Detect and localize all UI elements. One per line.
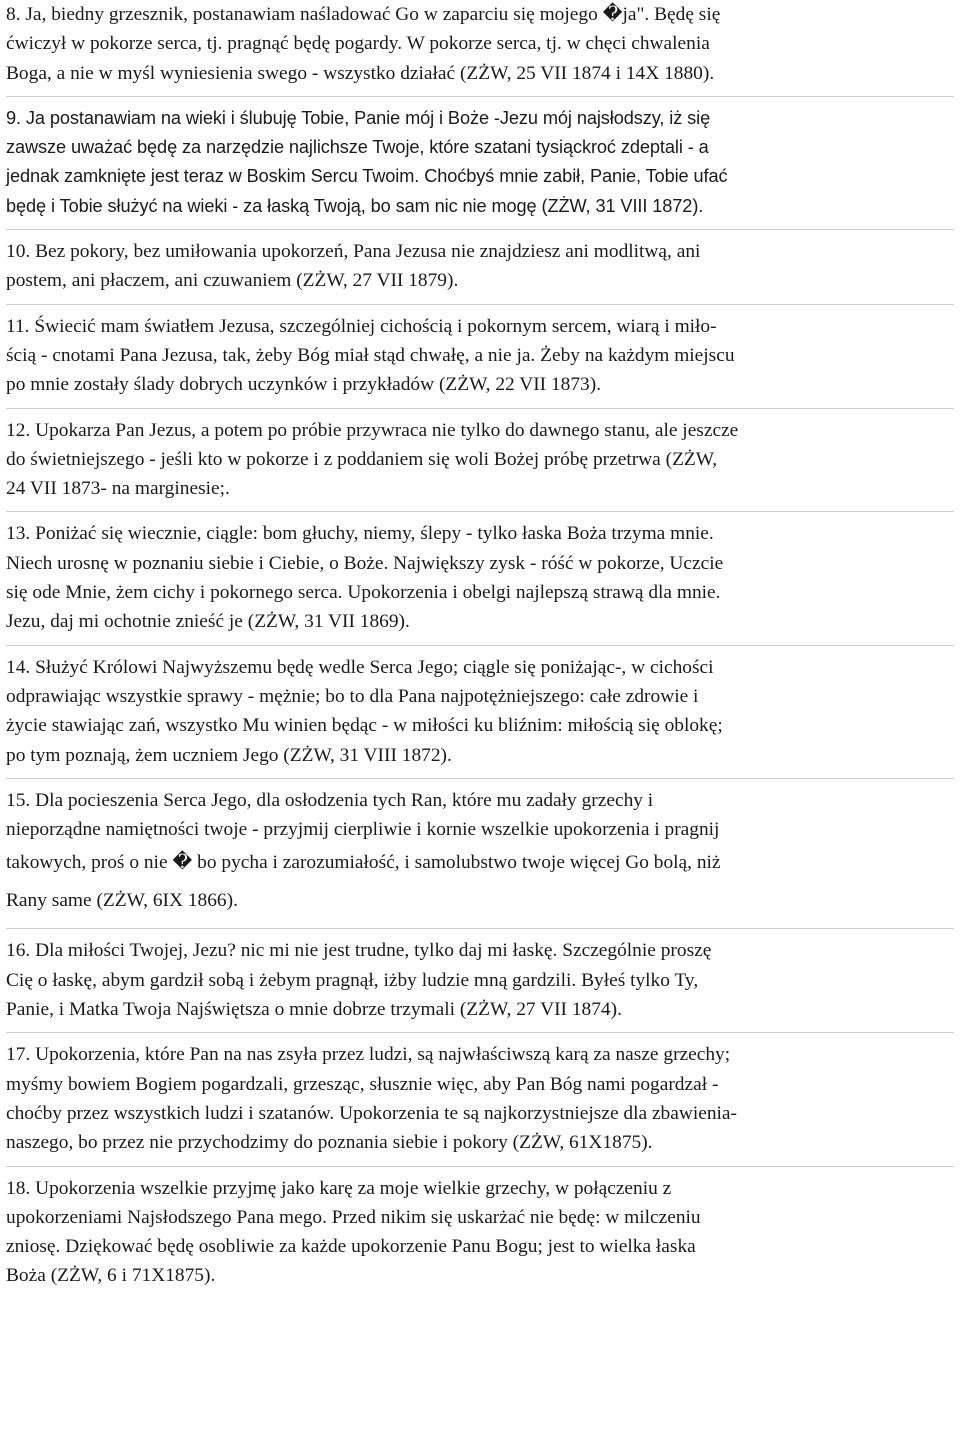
text-line: 17. Upokorzenia, które Pan na nas zsyła przez ludzi, są najwłaściwszą karą za nasze grzechy; [6,1044,731,1066]
text-line: Panie, i Matka Twoja Najświętsza o mnie dobrze trzymali (ZŻW, 27 VII 1874). [6,999,622,1021]
text-line: upokorzeniami Najsłodszego Pana mego. Przed nikim się uskarżać nie będę: w milczeniu [6,1206,701,1228]
text-line: Boga, a nie w myśl wyniesienia swego - wszystko działać (ZŻW, 25 VII 1874 i 14X 1880). [6,62,715,84]
text-line: będę i Tobie służyć na wieki - za łaską Twoją, bo sam nic nie mogę (ZŻW, 31 VIII 1872). [6,195,704,216]
text-line: naszego, bo przez nie przychodzimy do poznania siebie i pokory (ZŻW, 61X1875). [6,1132,653,1154]
paragraph-11 [6,312,954,400]
text-line: zawsze uważać będę za narzędzie najlichsze Twoje, które szatani tysiąckroć zdeptali - a [6,137,709,158]
text-line: Jezu, daj mi ochotnie znieść je (ZŻW, 31 VII 1869). [6,611,410,633]
text-line: 16. Dla miłości Twojej, Jezu? nic mi nie jest trudne, tylko daj mi łaskę. Szczególnie proszę [6,940,712,962]
paragraph-13 [6,519,954,636]
text-line: 13. Poniżać się wiecznie, ciągle: bom głuchy, niemy, ślepy - tylko łaska Boża trzyma mnie. [6,523,714,545]
text-line: 11. Świecić mam światłem Jezusa, szczególniej cichością i pokornym sercem, wiarą i miło- [6,315,717,337]
text-line: jednak zamknięte jest teraz w Boskim Sercu Twoim. Choćbyś mnie zabił, Panie, Tobie ufać [6,166,728,187]
text-line: po tym poznają, żem uczniem Jego (ZŻW, 31 VIII 1872). [6,744,452,766]
text-line: Boża (ZŻW, 6 i 71X1875). [6,1265,216,1287]
text-line: takowych, proś o nie � bo pycha i zarozumiałość, i samolubstwo twoje więcej Go bolą, niż [6,852,721,874]
text-line: choćby przez wszystkich ludzi i szatanów. Upokorzenia te są najkorzystniejsze dla zbawienia- [6,1102,737,1124]
text-line: 14. Służyć Królowi Najwyższemu będę wedle Serca Jego; ciągle się poniżając-, w cichości [6,656,714,678]
text-line: 10. Bez pokory, bez umiłowania upokorzeń, Pana Jezusa nie znajdziesz ani modlitwą, ani [6,241,701,263]
paragraph-15 [6,786,954,921]
text-line: nieporządne namiętności twoje - przyjmij cierpliwie i kornie wszelkie upokorzenia i pragnij [6,819,720,841]
paragraph-14 [6,653,954,770]
paragraph-17 [6,1040,954,1157]
text-line: ścią - cnotami Pana Jezusa, tak, żeby Bóg miał stąd chwałę, a nie ja. Żeby na każdym miejscu [6,344,735,366]
paragraph-8 [6,0,954,88]
text-line: po mnie zostały ślady dobrych uczynków i przykładów (ZŻW, 22 VII 1873). [6,374,602,396]
text-line: się ode Mnie, żem cichy i pokornego serca. Upokorzenia i obelgi najlepszą strawą dla mnie. [6,582,721,604]
text-line: Cię o łaskę, abym gardził sobą i żebym pragnął, iżby ludzie mną gardzili. Byłeś tylko Ty, [6,969,699,991]
text-line: postem, ani płaczem, ani czuwaniem (ZŻW, 27 VII 1879). [6,270,459,292]
text-line: życie stawiając zań, wszystko Mu winien będąc - w miłości ku bliźnim: miłością się oblokę; [6,715,723,737]
text-line: do świetniejszego - jeśli kto w pokorze i z poddaniem się woli Bożej próbę przetrwa (ZŻW, [6,448,718,470]
text-line: Niech urosnę w poznaniu siebie i Ciebie, o Boże. Największy zysk - róść w pokorze, Uczcie [6,552,724,574]
text-line: 12. Upokarza Pan Jezus, a potem po próbie przywraca nie tylko do dawnego stanu, ale jeszcze [6,419,739,441]
text-line: 9. Ja postanawiam na wieki i ślubuję Tobie, Panie mój i Boże -Jezu mój najsłodszy, iż się [6,107,711,128]
paragraph-9 [6,104,954,221]
text-line: 18. Upokorzenia wszelkie przyjmę jako karę za moje wielkie grzechy, w połączeniu z [6,1177,672,1199]
text-line: Rany same (ZŻW, 6IX 1866). [6,890,238,912]
text-line: 15. Dla pocieszenia Serca Jego, dla osłodzenia tych Ran, które mu zadały grzechy i [6,789,654,811]
text-line: odprawiając wszystkie sprawy - mężnie; bo to dla Pana najpotężniejszego: całe zdrowie i [6,685,699,707]
document-page [6,0,954,1438]
paragraph-10 [6,237,954,296]
paragraph-12 [6,416,954,504]
paragraph-16 [6,936,954,1024]
text-line: myśmy bowiem Bogiem pogardzali, grzesząc, słusznie więc, aby Pan Bóg nami pogardzał - [6,1073,719,1095]
text-line: 8. Ja, biedny grzesznik, postanawiam naśladować Go w zaparciu się mojego �ja". Będę się [6,4,721,25]
paragraph-18 [6,1174,954,1291]
text-line: zniosę. Dziękować będę osobliwie za każde upokorzenie Panu Bogu; jest to wielka łaska [6,1236,696,1258]
text-line: 24 VII 1873- na marginesie;. [6,478,230,500]
text-line: ćwiczył w pokorze serca, tj. pragnąć będę pogardy. W pokorze serca, tj. w chęci chwalenia [6,33,710,55]
